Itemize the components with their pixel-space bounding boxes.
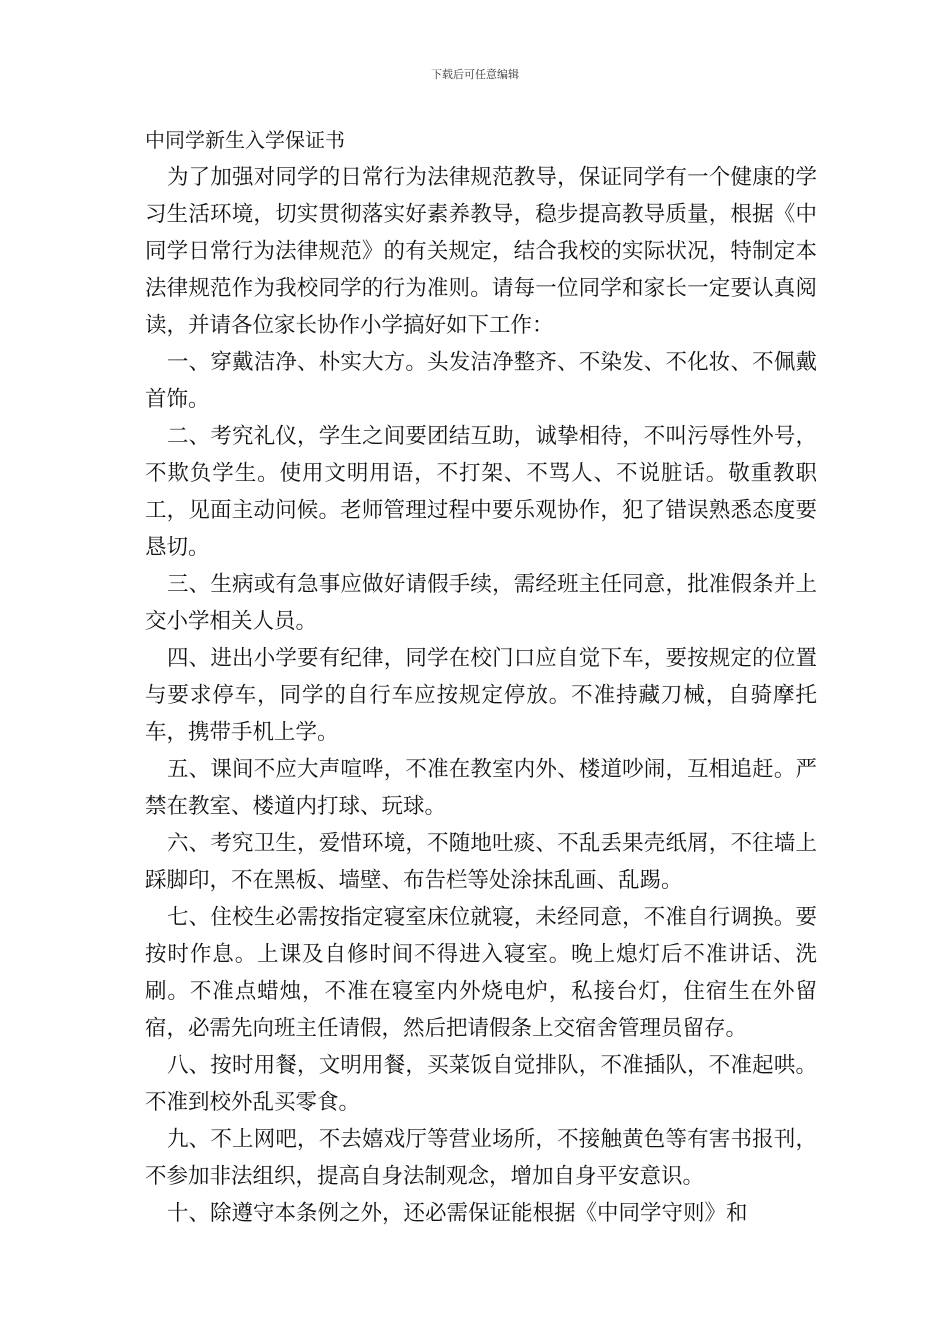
paragraph-rule-2: 二、考究礼仪，学生之间要团结互助，诚挚相待，不叫污辱性外号，不欺负学生。使用文明用语，不打架、不骂人、不说脏话。敬重教职工，见面主动问候。老师管理过程中要乐观协作，犯了错误熟悉态度要恳切。 bbox=[145, 424, 817, 560]
paragraph-rule-5: 五、课间不应大声喧哗，不准在教室内外、楼道吵闹，互相追赶。严禁在教室、楼道内打球、玩球。 bbox=[145, 757, 817, 819]
paragraph-intro: 为了加强对同学的日常行为法律规范教导，保证同学有一个健康的学习生活环境，切实贯彻落实好素养教导，稳步提高教导质量，根据《中同学日常行为法律规范》的有关规定，结合我校的实际状况，特制定本法律规范作为我校同学的行为准则。请每一位同学和家长一定要认真阅读，并请各位家长协作小学搞好如下工作： bbox=[145, 165, 817, 338]
paragraph-rule-7: 七、住校生必需按指定寝室床位就寝，未经同意，不准自行调换。要按时作息。上课及自修时间不得进入寝室。晚上熄灯后不准讲话、洗刷。不准点蜡烛，不准在寝室内外烧电炉，私接台灯，住宿生在外留宿，必需先向班主任请假，然后把请假条上交宿舍管理员留存。 bbox=[145, 905, 817, 1041]
paragraph-rule-3: 三、生病或有急事应做好请假手续，需经班主任同意，批准假条并上交小学相关人员。 bbox=[145, 572, 817, 634]
paragraph-rule-1: 一、穿戴洁净、朴实大方。头发洁净整齐、不染发、不化妆、不佩戴首饰。 bbox=[145, 350, 817, 412]
document-body bbox=[145, 122, 817, 1232]
paragraph-rule-8: 八、按时用餐，文明用餐，买菜饭自觉排队，不准插队，不准起哄。不准到校外乱买零食。 bbox=[145, 1053, 817, 1115]
paragraph-rule-9: 九、不上网吧，不去嬉戏厅等营业场所，不接触黄色等有害书报刊，不参加非法组织，提高自身法制观念，增加自身平安意识。 bbox=[145, 1127, 817, 1189]
document-title: 中同学新生入学保证书 bbox=[145, 128, 345, 152]
paragraph-rule-4: 四、进出小学要有纪律，同学在校门口应自觉下车，要按规定的位置与要求停车，同学的自行车应按规定停放。不准持藏刀械，自骑摩托车，携带手机上学。 bbox=[145, 646, 817, 745]
page-header: 下载后可任意编辑 bbox=[431, 68, 519, 81]
paragraph-rule-10: 十、除遵守本条例之外，还必需保证能根据《中同学守则》和 bbox=[167, 1201, 748, 1226]
paragraph-rule-6: 六、考究卫生，爱惜环境，不随地吐痰、不乱丢果壳纸屑，不往墙上踩脚印，不在黑板、墙壁、布告栏等处涂抹乱画、乱踢。 bbox=[145, 831, 817, 893]
